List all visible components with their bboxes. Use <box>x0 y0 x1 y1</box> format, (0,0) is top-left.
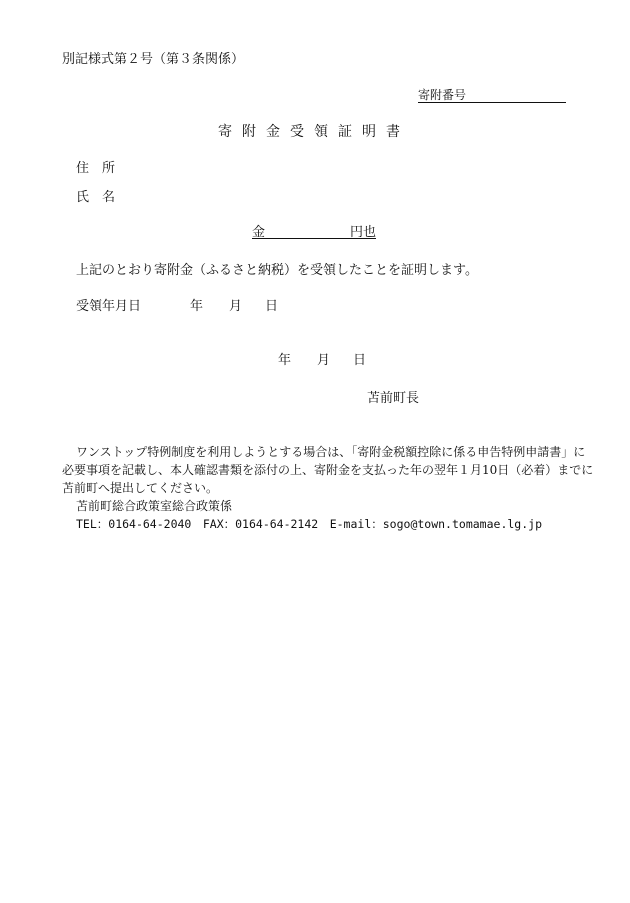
form-label: 別記様式第２号（第３条関係） <box>62 52 245 67</box>
name-label: 氏 名 <box>76 190 116 205</box>
receipt-number-label: 寄附番号 <box>418 88 467 102</box>
issuer-name: 苫前町長 <box>367 391 420 406</box>
contact-info: TEL：0164-64-2040 FAX：0164-64-2142 E-mail：sogo@town.tomamae.lg.jp <box>76 517 542 531</box>
address-label: 住 所 <box>76 161 116 176</box>
note-line-3: 苫前町へ提出してください。 <box>62 481 219 495</box>
receipt-number-field <box>418 86 566 103</box>
amount-prefix: 金 <box>252 225 266 240</box>
note-line-2: 必要事項を記載し、本人確認書類を添付の上、寄附金を支払った年の翌年１月10日（必着）までに <box>62 463 594 477</box>
issue-date-year: 年 <box>278 353 292 368</box>
contact-department: 苫前町総合政策室総合政策係 <box>76 499 233 513</box>
received-date-day: 日 <box>265 299 279 314</box>
page-title: 寄附金受領証明書 <box>218 124 410 140</box>
amount-field <box>252 221 376 239</box>
note-line-1: ワンストップ特例制度を利用しようとする場合は、「寄附金税額控除に係る申告特例申請書」に <box>76 445 586 459</box>
issue-date-month: 月 <box>317 353 331 368</box>
amount-suffix: 円也 <box>349 225 376 240</box>
received-date-month: 月 <box>229 299 243 314</box>
statement-text: 上記のとおり寄附金（ふるさと納税）を受領したことを証明します。 <box>76 263 478 278</box>
received-date-label: 受領年月日 <box>76 299 142 314</box>
issue-date-day: 日 <box>353 353 367 368</box>
received-date-year: 年 <box>190 299 204 314</box>
